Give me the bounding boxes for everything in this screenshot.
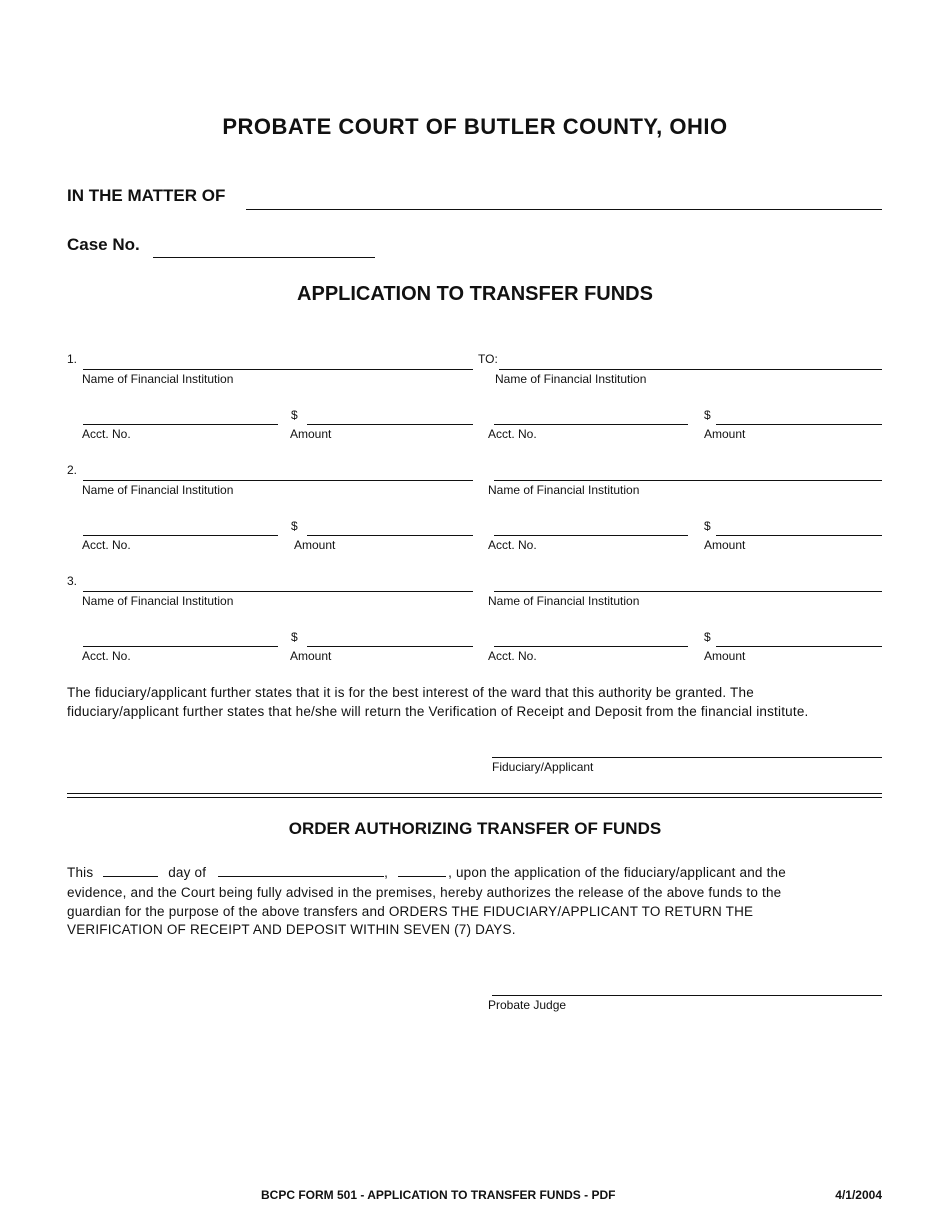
fiduciary-signature-label: Fiduciary/Applicant <box>492 760 594 774</box>
dollar-sign: $ <box>291 408 298 422</box>
to-acct-label: Acct. No. <box>488 538 537 552</box>
to-amount-label: Amount <box>704 649 746 663</box>
from-institution-field[interactable] <box>83 480 473 481</box>
from-amount-field[interactable] <box>307 535 473 536</box>
from-amount-label: Amount <box>294 538 336 552</box>
to-institution-field[interactable] <box>494 591 882 592</box>
to-amount-field[interactable] <box>716 424 882 425</box>
order-title: ORDER AUTHORIZING TRANSFER OF FUNDS <box>288 819 662 838</box>
from-acct-field[interactable] <box>83 424 278 425</box>
year-field[interactable] <box>398 862 446 877</box>
dollar-sign: $ <box>704 519 711 533</box>
dollar-sign: $ <box>291 519 298 533</box>
to-amount-field[interactable] <box>716 535 882 536</box>
application-title: APPLICATION TO TRANSFER FUNDS <box>297 283 653 305</box>
to-acct-field[interactable] <box>494 424 688 425</box>
row-number: 2. <box>67 463 78 477</box>
order-line-1 <box>67 862 786 882</box>
order-line-2: evidence, and the Court being fully advised in the premises, hereby authorizes the release of the above funds to the <box>67 885 782 900</box>
footer-date: 4/1/2004 <box>835 1188 882 1202</box>
fiduciary-signature-field[interactable] <box>492 757 882 758</box>
day-field[interactable] <box>103 862 158 877</box>
to-institution-label: Name of Financial Institution <box>488 594 640 608</box>
from-acct-label: Acct. No. <box>82 538 131 552</box>
from-acct-label: Acct. No. <box>82 427 131 441</box>
from-acct-label: Acct. No. <box>82 649 131 663</box>
statement-line-1: The fiduciary/applicant further states that it is for the best interest of the ward that this authority be granted. The <box>67 685 754 700</box>
footer-form-title: BCPC FORM 501 - APPLICATION TO TRANSFER FUNDS - PDF <box>261 1188 616 1202</box>
to-acct-field[interactable] <box>494 535 688 536</box>
order-comma: , <box>384 865 389 880</box>
from-institution-field[interactable] <box>83 369 473 370</box>
case-number-label: Case No. <box>67 235 140 254</box>
to-institution-field[interactable] <box>494 480 882 481</box>
to-amount-label: Amount <box>704 538 746 552</box>
to-amount-label: Amount <box>704 427 746 441</box>
matter-name-field[interactable] <box>246 209 882 210</box>
matter-label: IN THE MATTER OF <box>67 186 226 205</box>
from-acct-field[interactable] <box>83 646 278 647</box>
order-line-1-rest: , upon the application of the fiduciary/applicant and the <box>448 865 786 880</box>
to-acct-field[interactable] <box>494 646 688 647</box>
row-number: 3. <box>67 574 78 588</box>
dollar-sign: $ <box>704 408 711 422</box>
from-acct-field[interactable] <box>83 535 278 536</box>
to-acct-label: Acct. No. <box>488 427 537 441</box>
case-number-field[interactable] <box>153 257 375 258</box>
row-number: 1. <box>67 352 78 366</box>
order-day-of: day of <box>168 865 207 880</box>
from-institution-label: Name of Financial Institution <box>82 483 234 497</box>
court-title: PROBATE COURT OF BUTLER COUNTY, OHIO <box>222 114 728 139</box>
from-amount-label: Amount <box>290 649 332 663</box>
statement-line-2: fiduciary/applicant further states that he/she will return the Verification of Receipt and Deposit from the financial institute. <box>67 704 809 719</box>
month-field[interactable] <box>218 862 384 877</box>
from-amount-label: Amount <box>290 427 332 441</box>
from-institution-label: Name of Financial Institution <box>82 594 234 608</box>
from-amount-field[interactable] <box>307 424 473 425</box>
dollar-sign: $ <box>704 630 711 644</box>
section-divider <box>67 793 882 798</box>
dollar-sign: $ <box>291 630 298 644</box>
to-label: TO: <box>478 352 498 366</box>
from-institution-label: Name of Financial Institution <box>82 372 234 386</box>
order-line-4: VERIFICATION OF RECEIPT AND DEPOSIT WITHIN SEVEN (7) DAYS. <box>67 922 516 937</box>
judge-signature-field[interactable] <box>492 995 882 996</box>
order-line-3: guardian for the purpose of the above transfers and ORDERS THE FIDUCIARY/APPLICANT TO RETURN THE <box>67 904 754 919</box>
from-institution-field[interactable] <box>83 591 473 592</box>
judge-signature-label: Probate Judge <box>488 998 567 1012</box>
to-institution-field[interactable] <box>499 369 882 370</box>
to-institution-label: Name of Financial Institution <box>495 372 647 386</box>
to-acct-label: Acct. No. <box>488 649 537 663</box>
from-amount-field[interactable] <box>307 646 473 647</box>
to-institution-label: Name of Financial Institution <box>488 483 640 497</box>
order-this-word: This <box>67 865 94 880</box>
to-amount-field[interactable] <box>716 646 882 647</box>
